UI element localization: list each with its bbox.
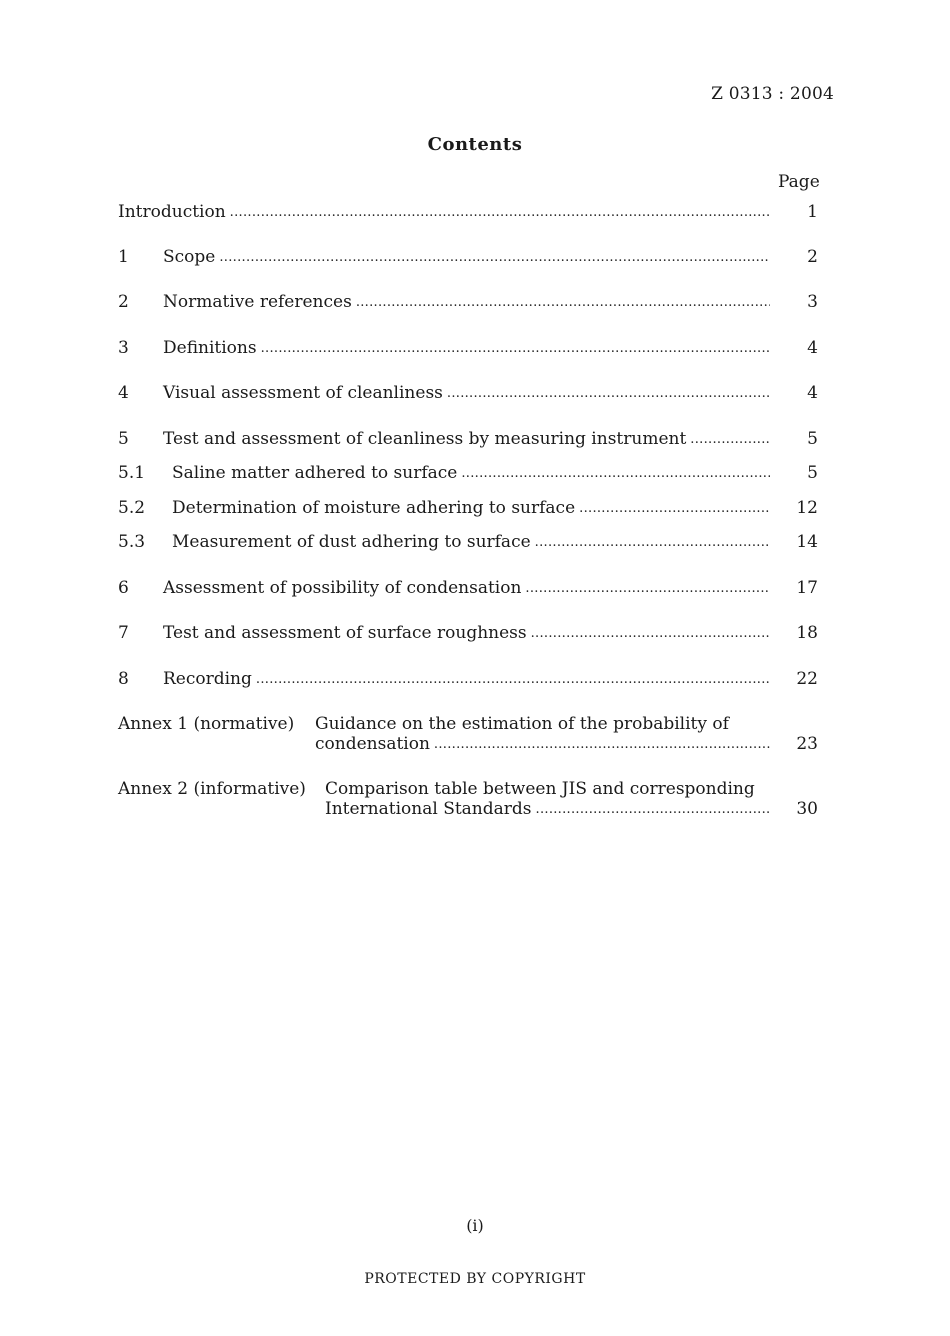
toc-entry-title: Visual assessment of cleanliness bbox=[163, 383, 443, 403]
dot-leader bbox=[261, 339, 770, 359]
toc-entry-title: Definitions bbox=[163, 338, 257, 358]
toc-entry-title: Normative references bbox=[163, 292, 352, 312]
dot-leader bbox=[579, 499, 770, 519]
dot-leader bbox=[535, 533, 770, 553]
toc-entry-page: 3 bbox=[807, 292, 818, 312]
dot-leader bbox=[690, 430, 770, 450]
toc-entry-title: Test and assessment of surface roughness bbox=[163, 623, 527, 643]
dot-leader bbox=[536, 800, 770, 820]
toc-entry-number: 2 bbox=[118, 292, 129, 312]
dot-leader bbox=[447, 384, 770, 404]
document-code: Z 0313 : 2004 bbox=[711, 84, 834, 104]
dot-leader bbox=[461, 464, 770, 484]
dot-leader bbox=[434, 735, 770, 755]
toc-entry-page: 30 bbox=[796, 799, 818, 819]
toc-entry-page: 22 bbox=[796, 669, 818, 689]
toc-entry-page: 14 bbox=[796, 532, 818, 552]
toc-entry-page: 17 bbox=[796, 578, 818, 598]
toc-entry-number: 5.1 bbox=[118, 463, 146, 483]
toc-entry-title: Determination of moisture adhering to surface bbox=[172, 498, 576, 518]
dot-leader bbox=[531, 624, 770, 644]
toc-entry-number: 1 bbox=[118, 247, 129, 267]
dot-leader bbox=[525, 579, 770, 599]
toc-entry-page: 2 bbox=[807, 247, 818, 267]
toc-entry-number: 5.3 bbox=[118, 532, 146, 552]
annex-title-line2: condensation bbox=[315, 734, 430, 754]
toc-entry-number: 4 bbox=[118, 383, 129, 403]
toc-entry-title: Scope bbox=[163, 247, 216, 267]
toc-entry-page: 18 bbox=[796, 623, 818, 643]
toc-entry-page: 5 bbox=[807, 429, 818, 449]
toc-entry-page: 5 bbox=[807, 463, 818, 483]
toc-entry-number: 8 bbox=[118, 669, 129, 689]
copyright-notice: PROTECTED BY COPYRIGHT bbox=[364, 1271, 586, 1287]
annex-title-line2: International Standards bbox=[325, 799, 532, 819]
toc-entry-number: 6 bbox=[118, 578, 129, 598]
toc-entry-title: Assessment of possibility of condensation bbox=[163, 578, 522, 598]
toc-entry-title: Test and assessment of cleanliness by measuring instrument bbox=[163, 429, 687, 449]
annex-label: Annex 2 (informative) bbox=[118, 779, 306, 799]
toc-entry-number: 7 bbox=[118, 623, 129, 643]
toc-entry-page: 1 bbox=[807, 202, 818, 222]
toc-entry-page: 23 bbox=[796, 734, 818, 754]
dot-leader bbox=[256, 670, 770, 690]
contents-title: Contents bbox=[427, 134, 523, 155]
dot-leader bbox=[219, 248, 770, 268]
annex-label: Annex 1 (normative) bbox=[118, 714, 295, 734]
page-column-label: Page bbox=[778, 172, 820, 192]
dot-leader bbox=[356, 293, 770, 313]
annex-title-line1: Comparison table between JIS and corresponding bbox=[325, 779, 755, 799]
dot-leader bbox=[230, 203, 770, 223]
toc-entry-number: 5.2 bbox=[118, 498, 146, 518]
toc-entry-number: 3 bbox=[118, 338, 129, 358]
toc-entry-page: 4 bbox=[807, 383, 818, 403]
toc-entry-number: 5 bbox=[118, 429, 129, 449]
toc-annex-entry[interactable] bbox=[118, 779, 818, 819]
toc-annex-entry[interactable] bbox=[118, 714, 818, 754]
toc-entry-title: Introduction bbox=[118, 202, 226, 222]
page-number: (i) bbox=[466, 1216, 484, 1235]
toc-entry-page: 12 bbox=[796, 498, 818, 518]
toc-entry-title: Recording bbox=[163, 669, 252, 689]
toc-entry-title: Saline matter adhered to surface bbox=[172, 463, 458, 483]
annex-title-line1: Guidance on the estimation of the probability of bbox=[315, 714, 729, 734]
toc-entry-title: Measurement of dust adhering to surface bbox=[172, 532, 531, 552]
toc-entry-page: 4 bbox=[807, 338, 818, 358]
